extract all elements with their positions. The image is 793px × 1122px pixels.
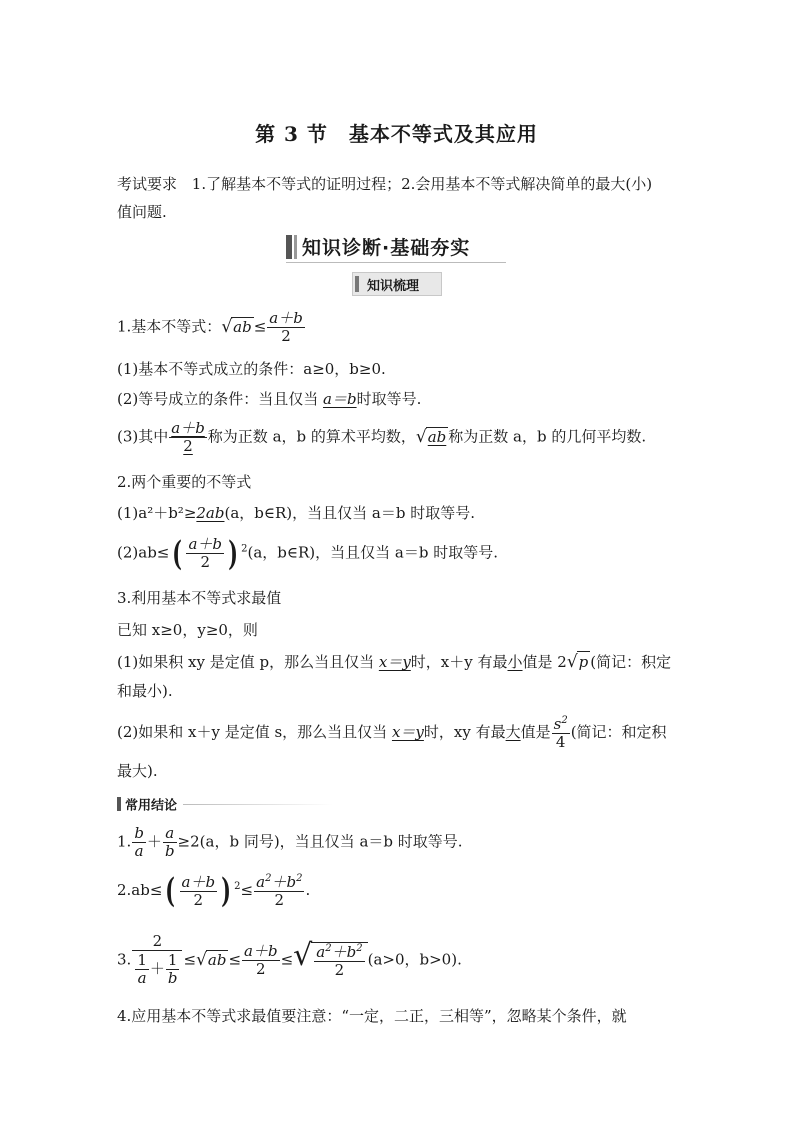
s3-head: 3.利用基本不等式求最值 xyxy=(117,589,282,607)
blank-a-equals-b: a＝b xyxy=(323,390,357,408)
conclusions-heading: 常用结论 xyxy=(117,794,333,814)
banner-bar xyxy=(286,235,292,259)
banner-text: 知识诊断·基础夯实 xyxy=(302,237,471,259)
requirement-text-cont: 值问题. xyxy=(117,203,167,221)
banner-bar-2 xyxy=(294,235,297,259)
page-title: 第 3 节 基本不等式及其应用 xyxy=(255,122,538,146)
s2-p1: (1)a²＋b²≥2ab(a，b∈R)，当且仅当 a＝b 时取等号. xyxy=(117,504,475,522)
s1-p3: (3)其中 $\frac{a+b}{2}$ 称为正数 a，b 的算术平均数，√ab 称为正数 a，b 的几何平均数. xyxy=(117,419,647,455)
s1-p1: (1)基本不等式成立的条件：a≥0，b≥0. xyxy=(117,360,386,378)
exam-requirement xyxy=(117,174,652,194)
subheading-text: 知识梳理 xyxy=(367,279,420,294)
sqrt-ab-geo: ab xyxy=(427,427,447,446)
conclusion-4: 4.应用基本不等式求最值要注意：“一定，二正，三相等”，忽略某个条件，就 xyxy=(117,1007,627,1025)
s3-given: 已知 x≥0，y≥0，则 xyxy=(117,621,258,639)
s1-head-line xyxy=(117,310,306,345)
s1-head: 1.基本不等式： xyxy=(117,317,222,336)
conclusion-3: 3. 2 $\frac{1}{a}$ ＋ $\frac{1}{b}$ ≤√ab ≤ $\frac{a+b}{2}$ ≤√ $\frac{a^2+b^2}{2}$ (a>0，b>0). xyxy=(117,932,462,987)
sqrt-ab: ab xyxy=(233,317,252,336)
s3-p1: (1)如果积 xy 是定值 p，那么当且仅当 x＝y时，x＋y 有最小值是 2√p (简记：积定 xyxy=(117,652,672,672)
conclusion-2: 2.ab≤( $\frac{a+b}{2}$ ) $^2$≤ $\frac{a^2+b^2}{2}$ . xyxy=(117,871,311,911)
section-banner xyxy=(286,233,506,261)
s3-p1-cont: 和最小). xyxy=(117,682,173,700)
fraction-arith-mean: $\frac{a+b}{2}$ xyxy=(171,419,205,455)
leq-sign: ≤ xyxy=(253,317,267,336)
fraction-a-plus-b-over-2: $\frac{a+b}{2}$ xyxy=(269,309,303,345)
s3-p2-cont: 最大). xyxy=(117,762,158,780)
sqrt-sign: √ xyxy=(221,316,233,337)
subheading-box xyxy=(352,272,442,296)
banner-rule xyxy=(286,262,506,263)
conclusions-bar xyxy=(117,797,121,811)
requirement-label: 考试要求 xyxy=(117,175,178,193)
fraction-square: $\frac{a+b}{2}$ xyxy=(188,535,223,571)
s1-p2: (2)等号成立的条件：当且仅当 a＝b时取等号. xyxy=(117,390,422,408)
requirement-text: 1.了解基本不等式的证明过程；2.会用基本不等式解决简单的最大(小) xyxy=(191,175,653,193)
conclusion-1: 1. $\frac{b}{a}$ ＋ $\frac{a}{b}$ ≥2(a，b 同号)，当且仅当 a＝b 时取等号. xyxy=(117,824,463,860)
blank-2ab: 2ab xyxy=(196,504,225,522)
harmonic-mean: 2 $\frac{1}{a}$ ＋ $\frac{1}{b}$ xyxy=(132,933,182,988)
fraction-s2-over-4: $\frac{s^2}{4}$ xyxy=(553,715,568,751)
subheading-bar xyxy=(355,276,359,292)
s2-head: 2.两个重要的不等式 xyxy=(117,473,252,491)
s3-p2: (2)如果和 x＋y 是定值 s，那么当且仅当 x＝y时，xy 有最大值是 $\frac{s^2}{4}$ (简记：和定积 xyxy=(117,715,667,751)
s2-p2: (2)ab≤( $\frac{a+b}{2}$ ) $^2$(a，b∈R)，当且仅当 a＝b 时取等号. xyxy=(117,533,498,574)
